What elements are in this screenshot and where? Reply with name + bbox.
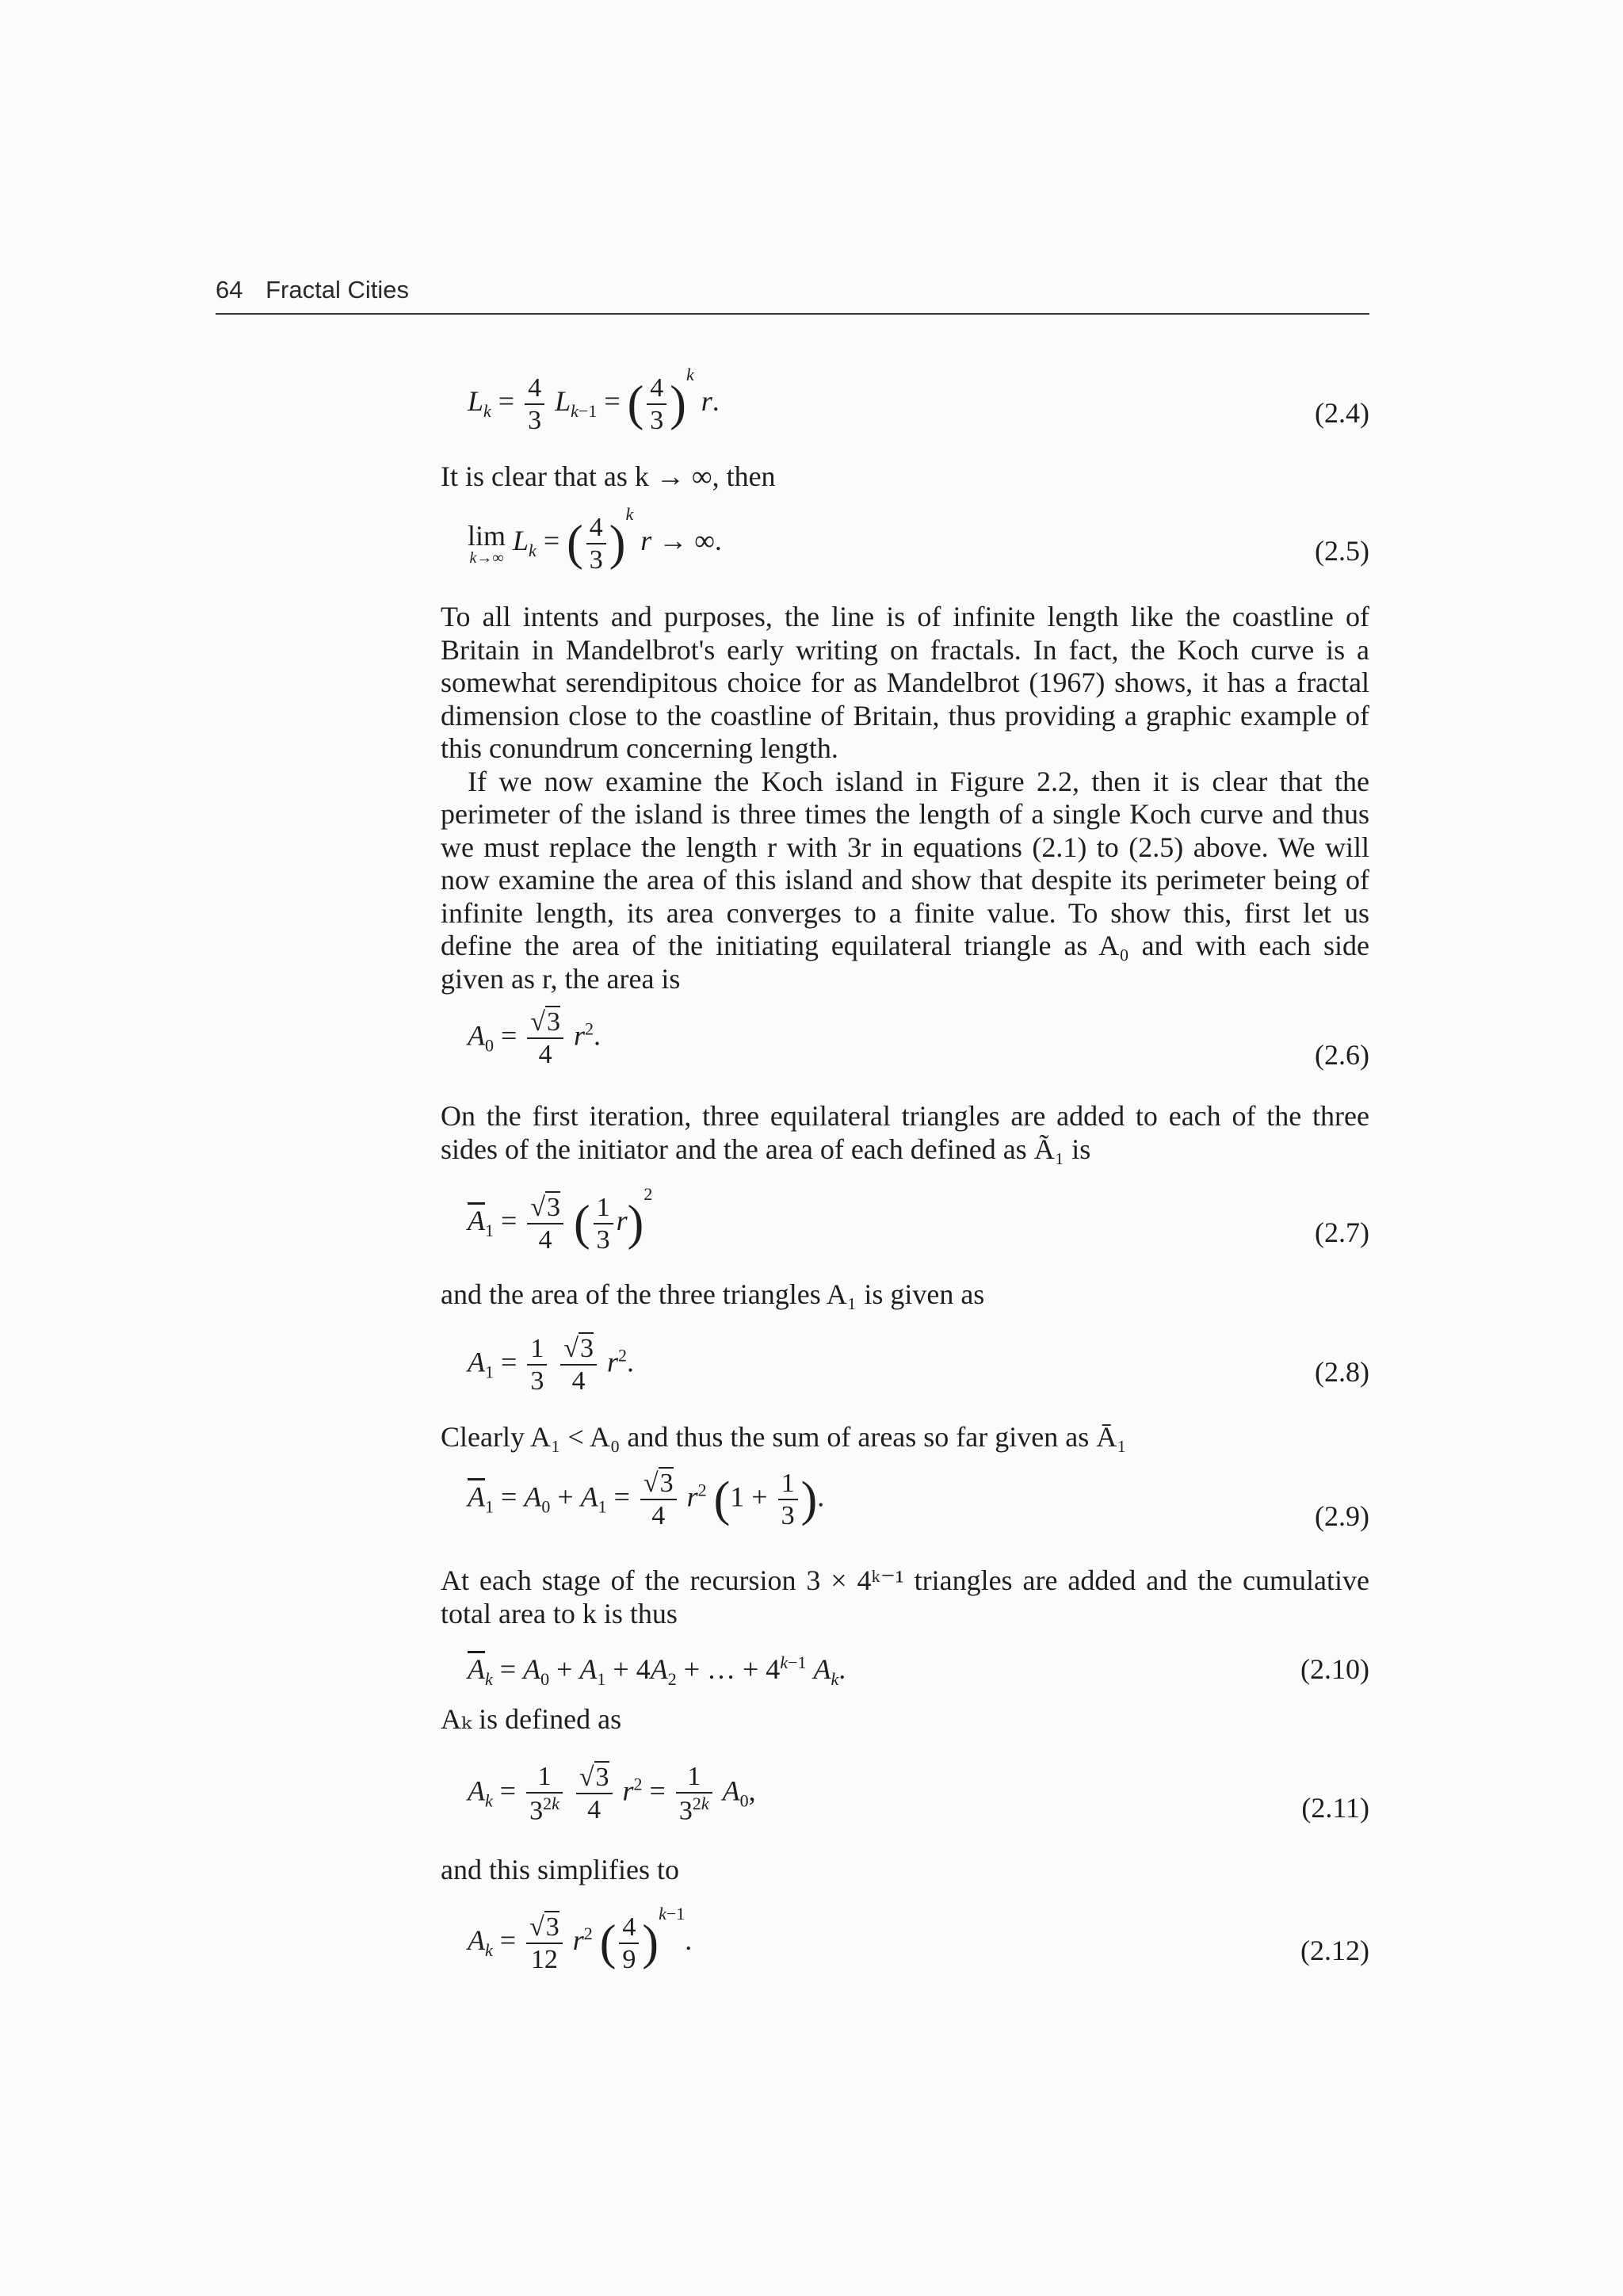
equation-2-7: $\overline{A}_1$ = $\frac{√3}{4}$ ( $\frac{1}{3}$ r)$^2$	[468, 1184, 653, 1255]
paragraph-text: To all intents and purposes, the line is of infinite length like the coastline of Britain in Mandelbrot's early writing on fractals. In fact, the Koch curve is a somewhat serendipitous choice for as Mandelbrot (1967) shows, it has a fractal dimension close to the coastline of Britain, thus providing a graphic example of this conundrum concerning length.	[441, 601, 1369, 764]
paragraph	[441, 601, 1369, 995]
equation-2-6: $A_0$ = $\frac{√3}{4}$ $r^2$.	[468, 1007, 601, 1070]
text-line: Clearly A₁ < A₀ and thus the sum of areas so far given as Ā₁	[441, 1421, 1127, 1453]
paragraph	[441, 1564, 1369, 1630]
running-header	[216, 276, 409, 304]
equation-number: (2.4)	[1315, 397, 1369, 429]
equation-2-9: $\overline{A}_1 = A_0 + A_1$ = $\frac{√3}{4}$ $r^2$ (1 + $\frac{1}{3}$ ).	[468, 1469, 825, 1531]
equation-2-10: $\overline{A}_k = A_0 + A_1 + 4A_2$ + … + $4^{k-1}$ $A_k$.	[468, 1652, 846, 1690]
running-title: Fractal Cities	[265, 276, 409, 304]
equation-number: (2.7)	[1315, 1217, 1369, 1248]
equation-2-11: $A_k$ = $\frac{1}{3^{2k}}$ $\frac{√3}{4}$ $r^2$ = $\frac{1}{3^{2k}}$ $A_0$,	[468, 1762, 756, 1826]
equation-2-12: $A_k$ = $\frac{√3}{12}$ $r^2$ ( $\frac{4}{9}$ )$^{k-1}$.	[468, 1904, 693, 1974]
text-line: Aₖ is defined as	[441, 1703, 622, 1735]
equation-number: (2.5)	[1315, 535, 1369, 567]
paragraph-text: On the first iteration, three equilateral triangles are added to each of the three sides of the initiator and the area of each defined as Ã₁ is	[441, 1100, 1369, 1165]
equation-2-4: $L_k$ = $\frac{4}{3}$ $L_{k-1}$ = ( $\frac{4}{3}$ )$^k$ r.	[468, 365, 720, 435]
paragraph-text: At each stage of the recursion 3 × 4ᵏ⁻¹ triangles are added and the cumulative total area to k is thus	[441, 1564, 1369, 1629]
paragraph	[441, 1100, 1369, 1166]
equation-number: (2.11)	[1301, 1792, 1369, 1824]
header-rule	[216, 313, 1369, 315]
equation-number: (2.10)	[1300, 1653, 1369, 1685]
text-line: and this simplifies to	[441, 1854, 679, 1885]
equation-number: (2.8)	[1315, 1356, 1369, 1388]
equation-2-8: $A_1$ = $\frac{1}{3}$ $\frac{√3}{4}$ $r^2$.	[468, 1334, 634, 1396]
text-line: It is clear that as k → ∞, then	[441, 460, 776, 492]
equation-number: (2.9)	[1315, 1500, 1369, 1532]
equation-2-5: lim k→∞ $L_k$ = ( $\frac{4}{3}$ )$^k$ r → ∞.	[468, 504, 722, 575]
text-line: and the area of the three triangles A₁ is given as	[441, 1278, 985, 1310]
equation-number: (2.12)	[1300, 1935, 1369, 1966]
paragraph-text: If we now examine the Koch island in Figure 2.2, then it is clear that the perimeter of the island is three times the length of a single Koch curve and thus we must replace the length r with 3r in equations (2.1) to (2.5) above. We will now examine the area of this island and show that despite its perimeter being of infinite length, its area converges to a finite value. To show this, first let us define the area of the initiating equilateral triangle as A₀ and with each side given as r, the area is	[441, 765, 1369, 995]
equation-number: (2.6)	[1315, 1039, 1369, 1071]
page-number: 64	[216, 276, 243, 304]
